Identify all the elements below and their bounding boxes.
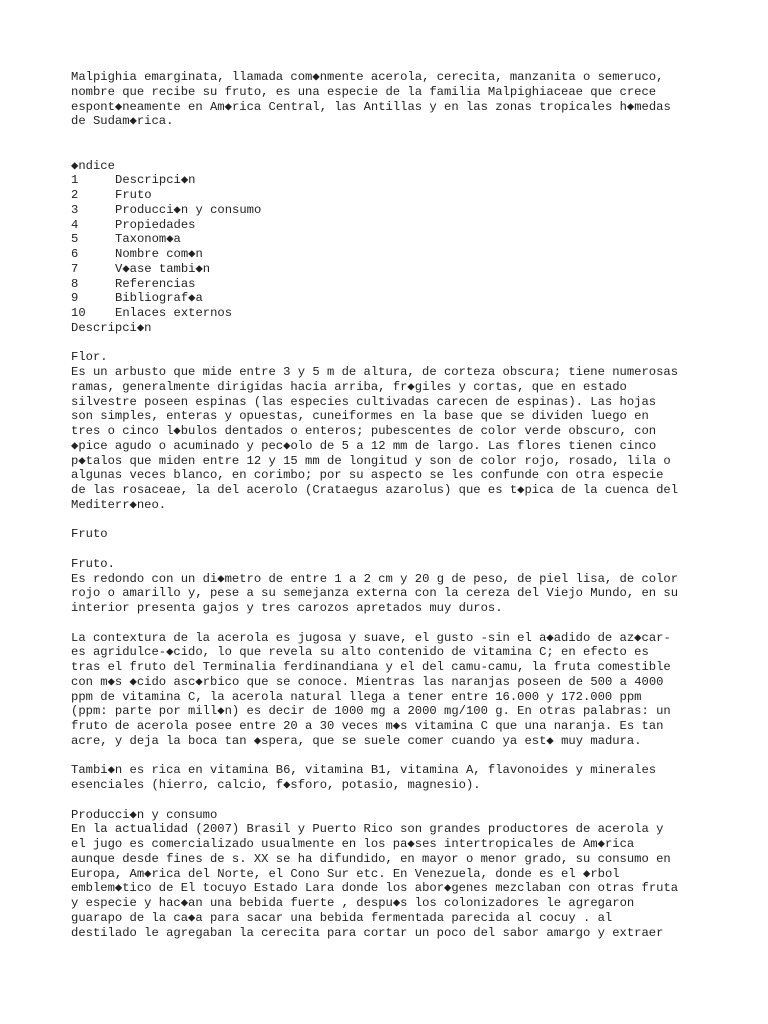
toc-number: 3	[71, 202, 79, 217]
intro-paragraph	[71, 70, 711, 129]
text-line: emblem◆tico de El tocuyo Estado Lara donde los abor◆genes mezclaban con otras fruta	[71, 881, 679, 896]
toc-number: 2	[71, 188, 79, 202]
text-line: es agridulce-◆cido, lo que revela su alto contenido de vitamina C; en efecto es	[71, 645, 649, 660]
toc-item-referencias[interactable]	[71, 277, 711, 292]
text-line: Tambi◆n es rica en vitamina B6, vitamina B1, vitamina A, flavonoides y minerales	[71, 763, 657, 778]
toc-label: Nombre com◆n	[115, 247, 203, 261]
text-line: esenciales (hierro, calcio, f◆sforo, potasio, magnesio).	[71, 778, 481, 792]
text-line: acre, y deja la boca tan ◆spera, que se suele comer cuando ya est◆ muy madura.	[71, 733, 642, 748]
text-line: nombre que recibe su fruto, es una especie de la familia Malpighiaceae que crece	[71, 84, 657, 99]
toc-heading: ◆ndice	[71, 158, 115, 173]
text-line: y especie y hac◆an una bebida fuerte , despu◆s los colonizadores le agregaron	[71, 896, 635, 910]
text-line: tres o cinco l◆bulos dentados o enteros; pubescentes de color verde obscuro, con	[71, 424, 657, 438]
text-line: p◆talos que miden entre 12 y 15 mm de longitud y son de color rojo, rosado, lila o	[71, 453, 671, 468]
toc-label: Descripci◆n	[115, 173, 196, 188]
text-line: fruto de acerola posee entre 20 a 30 veces m◆s vitamina C que una naranja. Es tan	[71, 719, 664, 733]
text-line: el jugo es comercializado usualmente en los pa◆ses intertropicales de Am◆rica	[71, 837, 635, 851]
toc-item-taxonomia[interactable]	[71, 232, 711, 247]
toc-label: V◆ase tambi◆n	[115, 261, 211, 276]
section-heading: Producci◆n y consumo	[71, 807, 218, 822]
toc-label: Bibliograf◆a	[115, 291, 203, 306]
text-line: silvestre poseen espinas (las especies cultivadas carecen de espinas). Las hojas	[71, 394, 657, 409]
text-line: Mediterr◆neo.	[71, 497, 167, 512]
text-line: Europa, Am◆rica del Norte, el Cono Sur etc. En Venezuela, donde es el ◆rbol	[71, 866, 620, 881]
toc-label: Referencias	[115, 276, 196, 291]
text-line: son simples, enteras y opuestas, cuneiformes en la base que se dividen luego en	[71, 409, 649, 424]
image-caption: Flor.	[71, 350, 108, 365]
toc-item-enlaces-externos[interactable]	[71, 306, 711, 321]
toc-label: Producci◆n y consumo	[115, 202, 262, 217]
section-fruto	[71, 527, 711, 793]
document-page	[71, 70, 711, 940]
toc-number: 6	[71, 247, 79, 261]
toc-item-vease-tambien[interactable]	[71, 262, 711, 277]
text-line: En la actualidad (2007) Brasil y Puerto Rico son grandes productores de acerola y	[71, 822, 664, 837]
section-descripcion	[71, 321, 711, 513]
text-line: destilado le agregaban la cerecita para cortar un poco del sabor amargo y extraer	[71, 925, 664, 940]
section-produccion	[71, 808, 711, 941]
text-line: rojo o amarillo y, pese a su semejanza externa con la cereza del Viejo Mundo, en su	[71, 586, 679, 601]
text-line: de Sudam◆rica.	[71, 114, 174, 129]
text-line: (ppm: parte por mill◆n) es decir de 1000 mg a 2000 mg/100 g. En otras palabras: un	[71, 704, 671, 719]
text-line: con m◆s ◆cido asc◆rbico que se conoce. Mientras las naranjas poseen de 500 a 4000	[71, 674, 664, 689]
text-line: ramas, generalmente dirigidas hacia arriba, fr◆giles y cortas, que en estado	[71, 379, 627, 394]
text-line: tras el fruto del Terminalia ferdinandiana y el del camu-camu, la fruta comestible	[71, 660, 671, 674]
text-line: guarapo de la ca◆a para sacar una bebida fermentada parecida al cocuy . al	[71, 910, 613, 925]
toc-label: Enlaces externos	[115, 306, 233, 320]
toc-item-fruto[interactable]	[71, 188, 711, 203]
text-line: ◆pice agudo o acuminado y pec◆olo de 5 a 12 mm de largo. Las flores tienen cinco	[71, 438, 657, 453]
text-line: Malpighia emarginata, llamada com◆nmente acerola, cerecita, manzanita o semeruco,	[71, 70, 664, 84]
toc-label: Propiedades	[115, 217, 196, 232]
toc-item-bibliografia[interactable]	[71, 291, 711, 306]
section-heading: Descripci◆n	[71, 320, 152, 335]
section-heading: Fruto	[71, 527, 108, 542]
image-caption: Fruto.	[71, 556, 115, 571]
text-line: Es un arbusto que mide entre 3 y 5 m de altura, de corteza obscura; tiene numerosas	[71, 365, 679, 379]
toc-number: 7	[71, 261, 79, 276]
text-line: interior presenta gajos y tres carozos apretados muy duros.	[71, 601, 503, 615]
table-of-contents	[71, 159, 711, 321]
toc-number: 5	[71, 232, 79, 247]
text-line: ppm de vitamina C, la acerola natural llega a tener entre 16.000 y 172.000 ppm	[71, 689, 642, 704]
text-line: Es redondo con un di◆metro de entre 1 a 2 cm y 20 g de peso, de piel lisa, de color	[71, 571, 679, 586]
text-line: La contextura de la acerola es jugosa y suave, el gusto -sin el a◆adido de az◆car-	[71, 630, 671, 645]
toc-item-propiedades[interactable]	[71, 218, 711, 233]
text-line: de las rosaceae, la del acerolo (Crataegus azarolus) que es t◆pica de la cuenca del	[71, 483, 679, 497]
toc-number: 10	[71, 306, 86, 320]
toc-number: 4	[71, 217, 79, 232]
text-line: algunas veces blanco, en corimbo; por su aspecto se les confunde con otra especie	[71, 468, 664, 483]
toc-number: 9	[71, 291, 79, 306]
toc-item-descripcion[interactable]	[71, 173, 711, 188]
toc-item-nombre-comun[interactable]	[71, 247, 711, 262]
toc-item-produccion[interactable]	[71, 203, 711, 218]
toc-label: Fruto	[115, 188, 152, 202]
toc-label: Taxonom◆a	[115, 232, 181, 247]
toc-number: 8	[71, 276, 79, 291]
text-line: espont◆neamente en Am◆rica Central, las Antillas y en las zonas tropicales h◆medas	[71, 99, 671, 114]
text-line: aunque desde fines de s. XX se ha difundido, en mayor o menor grado, su consumo en	[71, 851, 671, 866]
toc-number: 1	[71, 173, 79, 188]
